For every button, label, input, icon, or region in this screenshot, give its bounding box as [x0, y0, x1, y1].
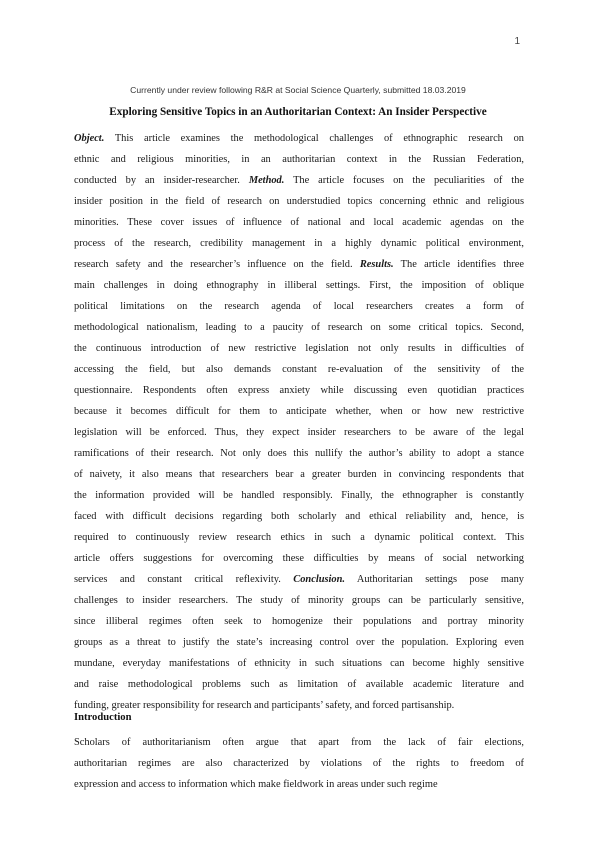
object-label: Object. — [74, 133, 105, 144]
introduction-line: expression and access to information which make fieldwork in areas under such regime — [74, 779, 438, 790]
abstract-line — [74, 569, 524, 590]
abstract-text: This article examines the methodological challenges of ethnographic research on — [104, 133, 524, 144]
conclusion-label: Conclusion. — [293, 574, 345, 585]
abstract-line: main challenges in doing ethnography in illiberal settings. First, the imposition of oblique — [74, 280, 524, 291]
abstract-line: faced with difficult decisions regarding both scholarly and ethical reliability and, hence, is — [74, 511, 524, 522]
results-label: Results. — [359, 259, 394, 270]
abstract-line: required to continuously review research ethics in such a dynamic political context. This — [74, 532, 524, 543]
introduction-line: Scholars of authoritarianism often argue that apart from the lack of fair elections, — [74, 737, 524, 748]
abstract-line — [74, 128, 524, 149]
abstract-line — [74, 170, 524, 191]
abstract-text: research safety and the researcher’s influence on the field. — [74, 259, 360, 270]
abstract-text: The article focuses on the peculiarities of the — [284, 175, 525, 186]
abstract-line: minorities. These cover issues of influence of national and local academic agendas on the — [74, 217, 524, 228]
abstract-text: The article identifies three — [393, 259, 524, 270]
abstract-line: accessing the field, but also demands constant re-evaluation of the sensitivity of the — [74, 364, 524, 375]
abstract-line: since illiberal regimes often seek to homogenize their populations and portray minority — [74, 616, 524, 627]
review-status-note: Currently under review following R&R at Social Science Quarterly, submitted 18.03.2019 — [130, 85, 466, 95]
abstract-line — [74, 254, 524, 275]
abstract-text: services and constant critical reflexivity. — [74, 574, 294, 585]
abstract-line: legislation will be enforced. Thus, they expect insider researchers to be aware of the legal — [74, 427, 524, 438]
introduction-body — [74, 732, 524, 795]
abstract-line: the continuous introduction of new restrictive legislation not only results in difficulties of — [74, 343, 524, 354]
abstract-line: insider position in the field of research on understudied topics concerning ethnic and religious — [74, 196, 524, 207]
abstract-line: questionnaire. Respondents often express anxiety while discussing even quotidian practices — [74, 385, 524, 396]
abstract-line: of naivety, it also means that researchers bear a greater burden in convincing respondents that — [74, 469, 524, 480]
introduction-heading: Introduction — [74, 712, 132, 723]
abstract-line: article offers suggestions for overcoming these difficulties by means of social networking — [74, 553, 524, 564]
abstract-line: ramifications of their research. Not only does this nullify the author’s ability to adopt a stance — [74, 448, 524, 459]
abstract-line: because it becomes difficult for them to anticipate whether, when or how new restrictive — [74, 406, 524, 417]
paper-title: Exploring Sensitive Topics in an Authoritarian Context: An Insider Perspective — [109, 106, 487, 118]
abstract-text: Authoritarian settings pose many — [344, 574, 524, 585]
abstract-line: mundane, everyday manifestations of ethnicity in such situations can become highly sensitive — [74, 658, 524, 669]
abstract-line: and raise methodological problems such as limitation of available academic literature and — [74, 679, 524, 690]
abstract-line: political limitations on the research agenda of local researchers creates a form of — [74, 301, 524, 312]
abstract-line: groups as a threat to justify the state’s increasing control over the population. Exploring even — [74, 637, 524, 648]
abstract-line: the information provided will be handled responsibly. Finally, the ethnographer is constantly — [74, 490, 524, 501]
method-label: Method. — [248, 175, 285, 186]
abstract-line: funding, greater responsibility for research and participants’ safety, and forced partisanship. — [74, 700, 455, 711]
abstract-line: challenges to insider researchers. The study of minority groups can be particularly sensitive, — [74, 595, 524, 606]
abstract — [74, 128, 524, 716]
introduction-line: authoritarian regimes are also characterized by violations of the rights to freedom of — [74, 758, 524, 769]
abstract-text: conducted by an insider-researcher. — [74, 175, 249, 186]
abstract-line: process of the research, credibility management in a highly dynamic political environment, — [74, 238, 524, 249]
abstract-line: ethnic and religious minorities, in an authoritarian context in the Russian Federation, — [74, 154, 524, 165]
page-number: 1 — [514, 36, 520, 47]
abstract-line: methodological nationalism, leading to a paucity of research on some critical topics. Second, — [74, 322, 524, 333]
